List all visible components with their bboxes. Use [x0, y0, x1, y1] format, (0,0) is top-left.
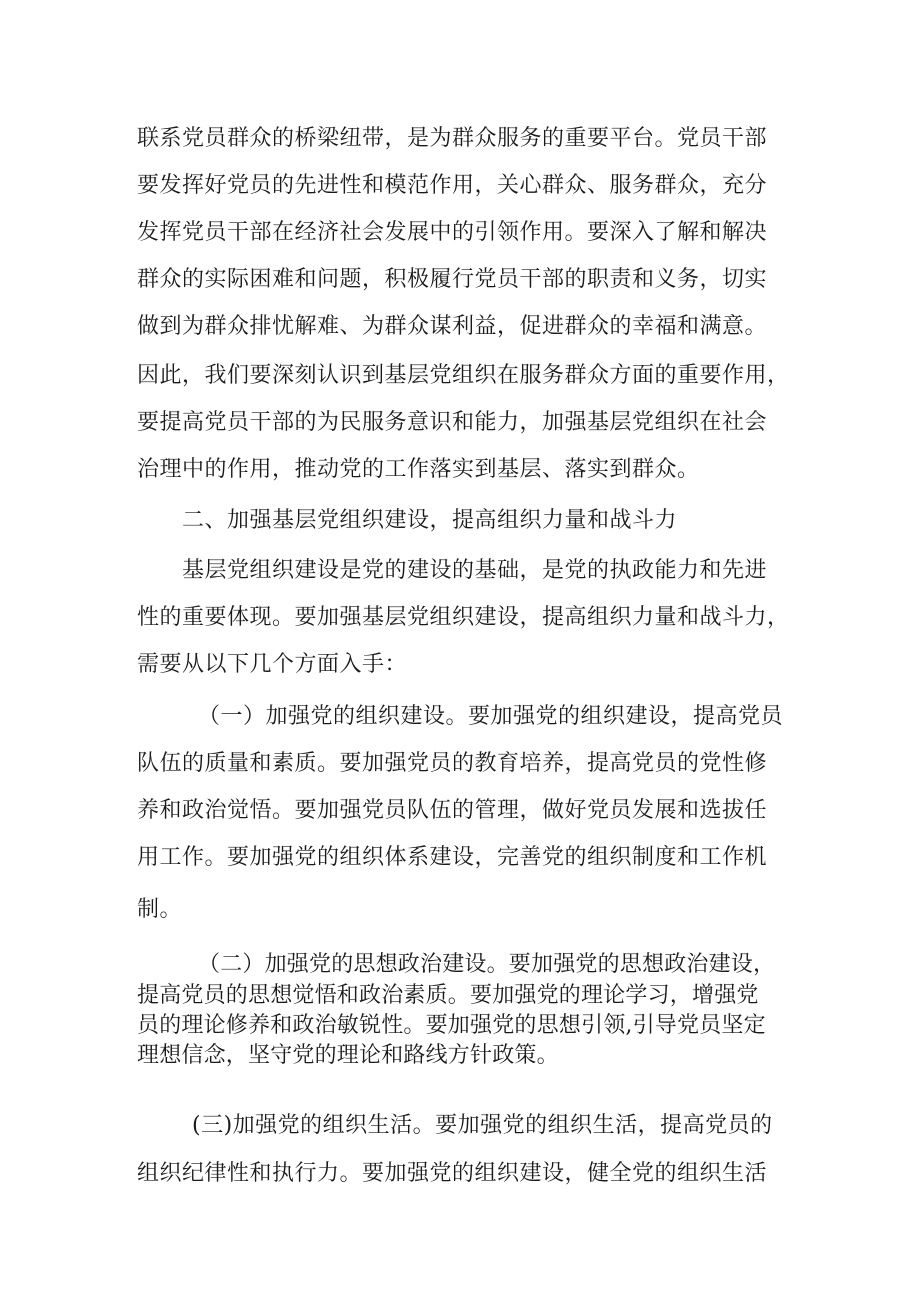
- paragraph-line: 联系党员群众的桥梁纽带，是为群众服务的重要平台。党员干部: [137, 126, 768, 151]
- subsection-heading: （二）加强党的思想政治建设。要加强党的思想政治建设，: [198, 952, 776, 977]
- paragraph-line: 发挥党员干部在经济社会发展中的引领作用。要深入了解和解决: [137, 220, 768, 245]
- paragraph-line: 员的理论修养和政治敏锐性。要加强党的思想引领,引导党员坚定: [137, 1013, 766, 1038]
- paragraph-line: 因此，我们要深刻认识到基层党组织在服务群众方面的重要作用，: [137, 363, 790, 388]
- paragraph-line: 养和政治觉悟。要加强党员队伍的管理，做好党员发展和选拔任: [137, 798, 768, 823]
- paragraph-line: 理想信念，坚守党的理论和路线方针政策。: [137, 1043, 559, 1068]
- section-heading: 二、加强基层党组织建设，提高组织力量和战斗力: [182, 508, 678, 533]
- paragraph-line: 基层党组织建设是党的建设的基础，是党的执政能力和先进: [182, 558, 768, 583]
- paragraph-line: 用工作。要加强党的组织体系建设，完善党的组织制度和工作机: [137, 845, 768, 870]
- paragraph-line: 组织纪律性和执行力。要加强党的组织建设，健全党的组织生活: [137, 1161, 768, 1186]
- paragraph-line: 需要从以下几个方面入手：: [137, 652, 408, 677]
- paragraph-line: 群众的实际困难和问题，积极履行党员干部的职责和义务，切实: [137, 267, 768, 292]
- paragraph-line: 制。: [137, 897, 183, 922]
- subsection-heading: （一）加强党的组织建设。要加强党的组织建设，提高党员: [198, 704, 784, 729]
- paragraph-line: 提高党员的思想觉悟和政治素质。要加强党的理论学习，增强党: [137, 983, 759, 1008]
- paragraph-line: 做到为群众排忧解难、为群众谋利益，促进群众的幸福和满意。: [137, 314, 768, 339]
- subsection-heading: (三)加强党的组织生活。要加强党的组织生活，提高党员的: [192, 1113, 773, 1138]
- paragraph-line: 要发挥好党员的先进性和模范作用，关心群众、服务群众，充分: [137, 173, 768, 198]
- paragraph-line: 要提高党员干部的为民服务意识和能力，加强基层党组织在社会: [137, 410, 768, 435]
- paragraph-line: 队伍的质量和素质。要加强党员的教育培养，提高党员的党性修: [137, 751, 768, 776]
- paragraph-line: 治理中的作用，推动党的工作落实到基层、落实到群众。: [137, 457, 700, 482]
- paragraph-line: 性的重要体现。要加强基层党组织建设，提高组织力量和战斗力，: [137, 605, 790, 630]
